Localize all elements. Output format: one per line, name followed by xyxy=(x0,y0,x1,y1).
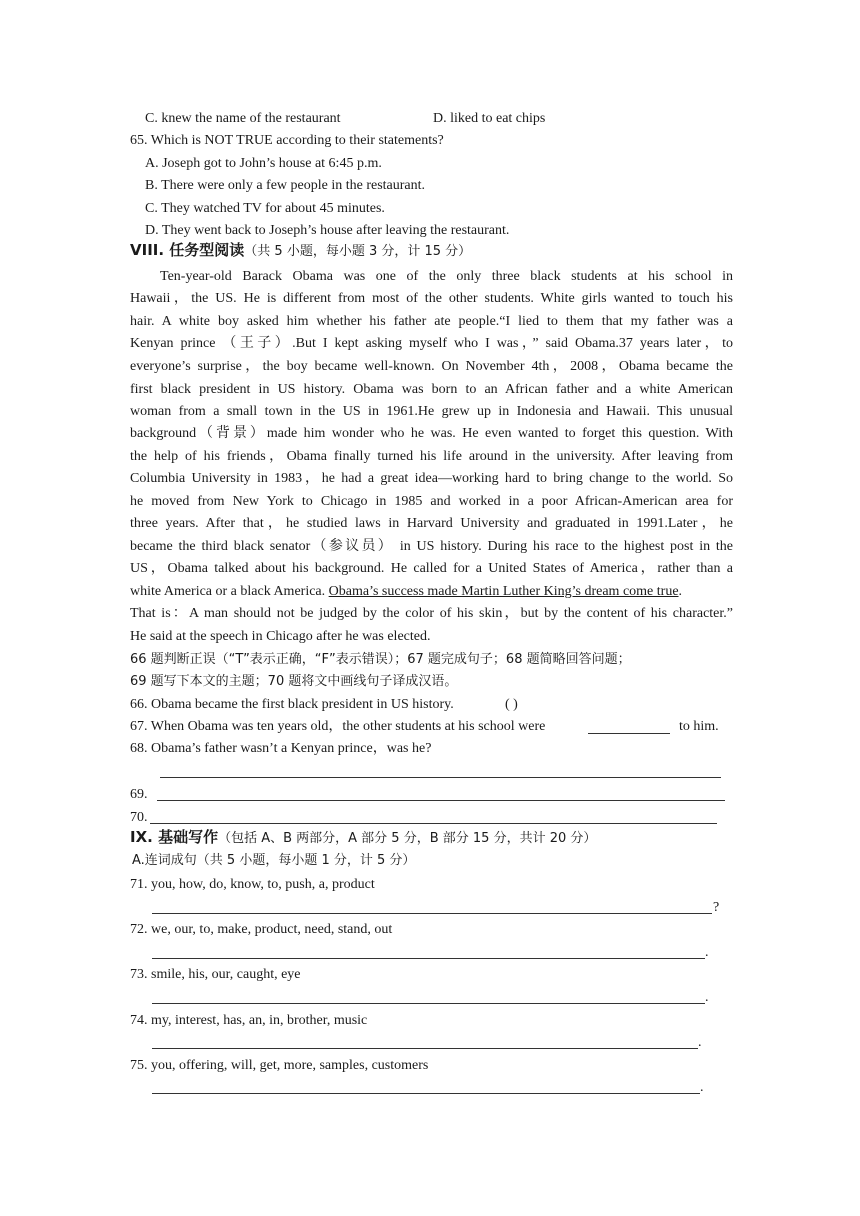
option-65d: D. They went back to Joseph’s house after leaving the restaurant. xyxy=(145,223,510,238)
answer-line-71[interactable] xyxy=(152,913,712,914)
passage-line xyxy=(130,583,682,601)
question-74: 74. my, interest, has, an, in, brother, music xyxy=(130,1013,368,1028)
passage-line: Hawaii，the US. He is different from most of the other students. White girls wanted to touch his xyxy=(130,291,733,306)
passage-line: That is：A man should not be judged by the color of his skin，but by the content of his character.” xyxy=(130,606,733,621)
question-75: 75. you, offering, will, get, more, samples, customers xyxy=(130,1058,429,1073)
option-65a: A. Joseph got to John’s house at 6:45 p.m. xyxy=(145,156,382,171)
answer-line-70[interactable] xyxy=(150,823,717,824)
section-9-heading xyxy=(130,828,596,848)
section-8-heading xyxy=(130,241,471,261)
end-mark-73: . xyxy=(705,990,709,1005)
part-a-heading: A.连词成句（共 5 小题，每小题 1 分，计 5 分） xyxy=(132,853,416,868)
answer-blank-67[interactable] xyxy=(588,733,670,734)
question-70: 70. xyxy=(130,810,148,825)
answer-line-68[interactable] xyxy=(160,777,721,778)
answer-line-74[interactable] xyxy=(152,1048,698,1049)
passage-line: US，Obama talked about his background. He called for a United States of America，rather than a xyxy=(130,561,733,576)
passage-line: He said at the speech in Chicago after he was elected. xyxy=(130,629,431,644)
passage-line: Ten-year-old Barack Obama was one of the only three black students at his school in xyxy=(160,269,733,284)
passage-line: Kenyan prince （王子）.But I kept asking myself who I was，” said Obama.37 years later，to xyxy=(130,336,733,351)
end-mark-75: . xyxy=(700,1080,704,1095)
question-71: 71. you, how, do, know, to, push, a, product xyxy=(130,877,375,892)
end-mark-72: . xyxy=(705,945,709,960)
underlined-sentence: Obama’s success made Martin Luther King’s dream come true xyxy=(328,584,679,599)
answer-line-69[interactable] xyxy=(157,800,725,801)
option-64c: C. knew the name of the restaurant xyxy=(145,111,341,126)
answer-line-72[interactable] xyxy=(152,958,705,959)
passage-line: background（背景）made him wonder who he was. He even wanted to forget this question. With xyxy=(130,426,733,441)
question-66: 66. Obama became the first black president in US history. xyxy=(130,697,454,712)
passage-line: first black president in US history. Obama was born to an African father and a white American xyxy=(130,382,733,397)
passage-line: the help of his friends，Obama finally turned his life around in the university. After leaving from xyxy=(130,449,733,464)
section-9-note: （包括 A、B 两部分，A 部分 5 分，B 部分 15 分，共计 20 分） xyxy=(218,831,597,846)
answer-line-75[interactable] xyxy=(152,1093,700,1094)
answer-line-73[interactable] xyxy=(152,1003,705,1004)
end-mark-71: ? xyxy=(713,900,720,915)
option-64d: D. liked to eat chips xyxy=(433,111,546,126)
section-9-title: IX. 基础写作 xyxy=(130,828,219,846)
section-8-title: VIII. 任务型阅读 xyxy=(130,241,245,259)
passage-line: everyone’s surprise，the boy became well-known. On November 4th，2008，Obama became the xyxy=(130,359,733,374)
instructions-line-2: 69 题写下本文的主题；70 题将文中画线句子译成汉语。 xyxy=(130,674,458,689)
question-65: 65. Which is NOT TRUE according to their statements? xyxy=(130,133,444,148)
answer-paren-66[interactable]: ( ) xyxy=(505,697,518,712)
question-68: 68. Obama’s father wasn’t a Kenyan prince，was he? xyxy=(130,741,432,756)
passage-line: he moved from New York to Chicago in 1985 and worked in a poor African-American area for xyxy=(130,494,733,509)
question-69: 69. xyxy=(130,787,148,802)
passage-line: woman from a small town in the US in 1961.He grew up in Indonesia and Hawaii. This unusual xyxy=(130,404,733,419)
question-67: 67. When Obama was ten years old，the other students at his school were xyxy=(130,719,546,734)
question-72: 72. we, our, to, make, product, need, stand, out xyxy=(130,922,393,937)
passage-text: white America or a black America. xyxy=(130,584,329,599)
passage-text: . xyxy=(678,584,683,599)
passage-line: three years. After that，he studied laws in Harvard University and graduated in 1991.Later，he xyxy=(130,516,733,531)
section-8-note: （共 5 小题，每小题 3 分，计 15 分） xyxy=(244,244,472,259)
option-65c: C. They watched TV for about 45 minutes. xyxy=(145,201,385,216)
passage-line: hair. A white boy asked him whether his father ate people.“I lied to them that my father was a xyxy=(130,314,733,329)
instructions-line-1: 66 题判断正误（“T”表示正确，“F”表示错误）；67 题完成句子；68 题简略回答问题； xyxy=(130,652,631,667)
option-65b: B. There were only a few people in the restaurant. xyxy=(145,178,426,193)
passage-line: became the third black senator（参议员） in US history. During his race to the highest post in the xyxy=(130,539,733,554)
question-73: 73. smile, his, our, caught, eye xyxy=(130,967,301,982)
question-67-end: to him. xyxy=(679,719,719,734)
end-mark-74: . xyxy=(698,1035,702,1050)
passage-line: Columbia University in 1983，he had a great idea—working hard to bring change to the world. So xyxy=(130,471,733,486)
